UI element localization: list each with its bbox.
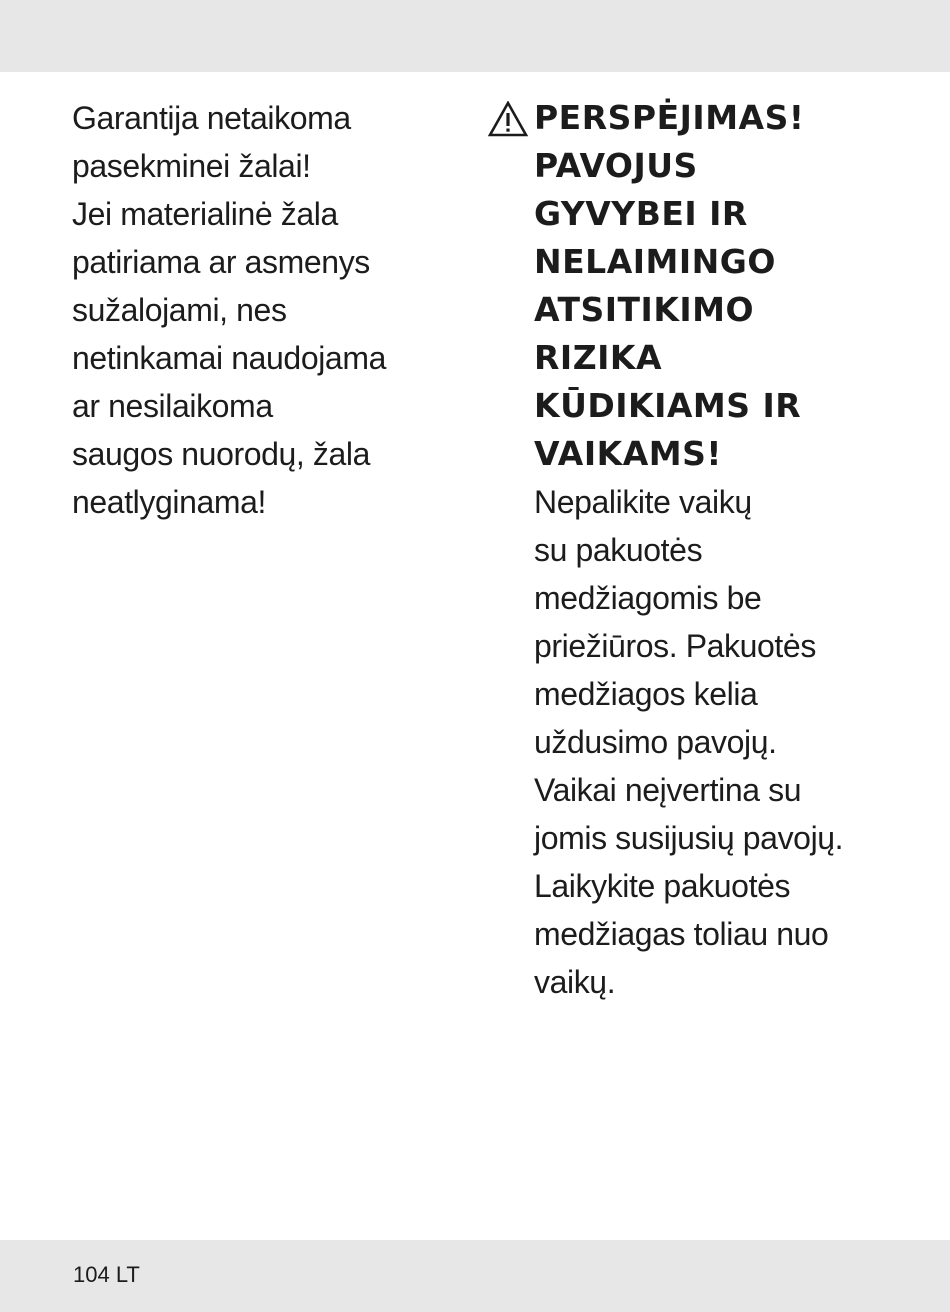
warning-line: PAVOJUS [534,146,698,185]
text-line: Jei materialinė žala [72,196,338,232]
text-line: priežiūros. Pakuotės [534,628,816,664]
text-line: uždusimo pavojų. [534,724,777,760]
text-line: su pakuotės [534,532,703,568]
left-column [72,94,462,526]
header-band [0,0,950,72]
text-line: pasekminei žalai! [72,148,311,184]
page-number: 104 LT [73,1262,140,1287]
text-line: saugos nuorodų, žala [72,436,371,472]
text-line: vaikų. [534,964,616,1000]
footer-band [0,1240,950,1312]
text-line: Nepalikite vaikų [534,484,752,520]
warning-heading [488,94,928,478]
warning-line: NELAIMINGO [534,242,776,281]
text-line: medžiagas toliau nuo [534,916,829,952]
warning-body [488,478,928,1006]
warning-triangle-icon [488,101,528,137]
text-line: Vaikai neįvertina su [534,772,802,808]
text-line: sužalojami, nes [72,292,287,328]
text-line: Garantija netaikoma [72,100,351,136]
text-line: Laikykite pakuotės [534,868,791,904]
warning-line: RIZIKA [534,338,663,377]
text-line: medžiagomis be [534,580,762,616]
text-line: ar nesilaikoma [72,388,273,424]
warning-line: KŪDIKIAMS IR [534,386,802,425]
text-line: medžiagos kelia [534,676,758,712]
text-line: neatlyginama! [72,484,267,520]
text-line: jomis susijusių pavojų. [534,820,844,856]
warning-line: GYVYBEI IR [534,194,748,233]
text-line: patiriama ar asmenys [72,244,370,280]
warning-line: ATSITIKIMO [534,290,755,329]
warning-line: VAIKAMS! [534,434,722,473]
text-line: netinkamai naudojama [72,340,386,376]
warning-line: PERSPĖJIMAS! [534,98,805,137]
right-column [488,94,928,1006]
